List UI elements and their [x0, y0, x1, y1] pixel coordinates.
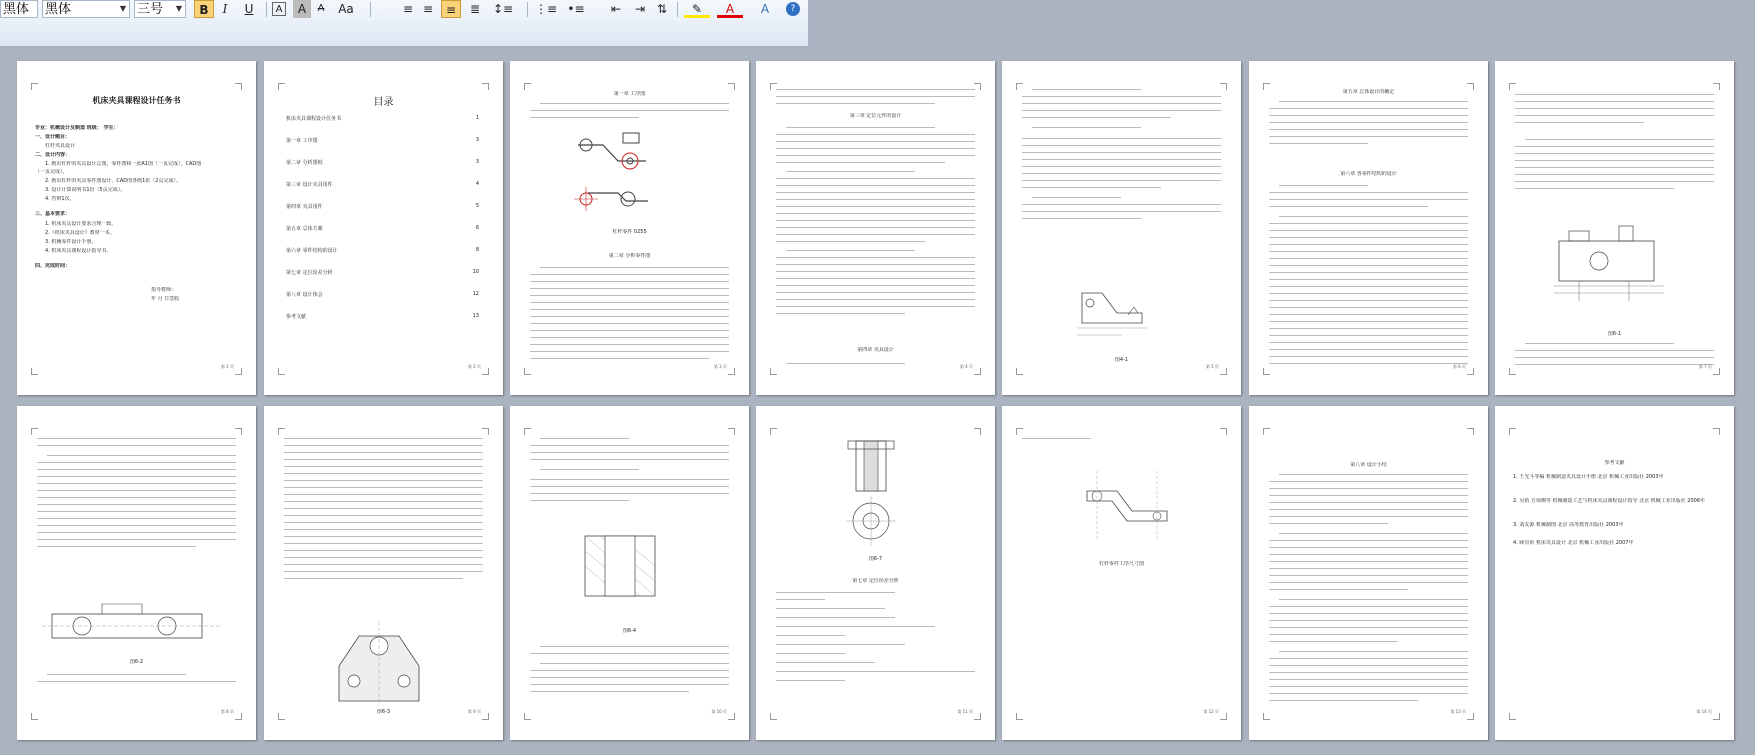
toc-entry[interactable]: 第八章 设计体会 12 [286, 291, 479, 298]
align-center-icon[interactable]: ≡ [422, 2, 434, 16]
chapter-heading: 第六章 各零件结构的设计 [1340, 171, 1397, 177]
page-number: 第 4 页 [959, 364, 973, 369]
figure-caption: 图6-4 [622, 628, 637, 634]
formatting-toolbar [0, 0, 809, 47]
figure-caption: 杠杆零件 0255 [612, 229, 647, 235]
align-left-icon[interactable]: ≡ [402, 2, 414, 16]
justify-icon[interactable]: ≣ [469, 2, 481, 16]
toc-entry[interactable]: 第五章 总体方案 6 [286, 225, 479, 232]
part-drawing-figure [568, 123, 668, 223]
page-number: 第 9 页 [467, 709, 481, 714]
chapter-heading: 第三章 定位元件的设计 [849, 113, 902, 119]
text-line: 专业：机械设计及制造 班级： 学生： [35, 125, 119, 131]
text-line: 2.《机床夹具设计》教材一本。 [45, 230, 115, 236]
bushing-figure [836, 436, 906, 546]
chapter-heading: 第二章 分析零件图 [608, 253, 651, 259]
pin-section-figure [580, 526, 660, 606]
text-line: 3. 设计计算说明书1份（5页完成）。 [45, 187, 126, 193]
char-shading-button[interactable]: A [293, 0, 311, 18]
toc-entry[interactable]: 第三章 设计夹具用件 4 [286, 181, 479, 188]
chapter-heading: 第五章 总体设计的确定 [1342, 89, 1395, 95]
document-page-12[interactable] [1002, 406, 1241, 740]
underline-button[interactable]: U [244, 2, 254, 16]
text-line: 三、基本要求： [35, 211, 71, 217]
chapter-heading: 参考文献 [1604, 460, 1625, 466]
highlight-icon[interactable]: ✎ [684, 0, 710, 18]
page-number: 第 8 页 [220, 709, 234, 714]
page-number: 第 7 页 [1698, 364, 1712, 369]
text-line: 1. 画出杠杆的夹具设计总图，零件图和一张A1图（一页完成），CAD图 [45, 161, 202, 167]
document-page-1[interactable] [17, 61, 256, 395]
text-effect-icon[interactable]: A [760, 2, 770, 16]
document-page-3[interactable] [510, 61, 749, 395]
page-number: 第 1 页 [220, 364, 234, 369]
figure-caption: 图6-2 [129, 659, 144, 665]
page-number: 第 2 页 [467, 364, 481, 369]
text-line: 2. 画出杠杆的夹具零件图设计，CAD图各画1张（2页完成）。 [45, 178, 181, 184]
document-page-6[interactable] [1249, 61, 1488, 395]
text-line: 4. 机床夹具课程设计指导书。 [45, 248, 112, 254]
font-size-select[interactable] [134, 0, 186, 18]
font-color-icon[interactable]: A [717, 0, 743, 18]
document-page-4[interactable] [756, 61, 995, 395]
document-page-14[interactable] [1495, 406, 1734, 740]
text-line: 杠杆夹具设计 [45, 143, 76, 149]
reference-item: 1. 王光斗等编 机械制造夹具设计手册 北京 机械工业出版社 2003年 [1513, 474, 1664, 480]
page-number: 第 10 页 [711, 709, 727, 714]
figure-caption: 图6-1 [1607, 331, 1622, 337]
chapter-heading: 第一章 工序图 [613, 91, 646, 97]
toc-entry[interactable]: 第一章 工序图 3 [286, 137, 479, 144]
decrease-indent-icon[interactable]: ⇤ [610, 2, 622, 16]
fixture-figure [1549, 221, 1674, 321]
change-case-button[interactable]: Aa [338, 2, 354, 16]
toc-entry[interactable]: 第六章 零件结构的设计 8 [286, 247, 479, 254]
bullet-list-icon[interactable]: •≡ [567, 2, 585, 16]
document-page-8[interactable] [17, 406, 256, 740]
font-family-select[interactable] [42, 0, 130, 18]
toc-entry[interactable]: 第二章 分析图纸 3 [286, 159, 479, 166]
page-number: 第 11 页 [957, 709, 973, 714]
italic-button[interactable]: I [222, 2, 228, 16]
document-page-7[interactable] [1495, 61, 1734, 395]
text-line: 一、设计题目： [35, 134, 71, 140]
text-line: 年 月 日签收 [151, 296, 180, 302]
font-size-value: 三号 [137, 2, 164, 17]
text-line: 二、设计内容： [35, 152, 71, 158]
line-spacing-icon[interactable]: ↕≡ [492, 2, 514, 16]
toc-entry[interactable]: 机床夹具课程设计任务书 1 [286, 115, 479, 122]
toolbar-separator [677, 2, 678, 17]
process-dimension-figure [1077, 466, 1177, 546]
bold-button[interactable]: B [194, 0, 214, 18]
document-page-2[interactable] [264, 61, 503, 395]
toc-entry[interactable]: 第四章 夹具用件 5 [286, 203, 479, 210]
text-line: 指导教师： [151, 287, 177, 293]
page-number: 第 14 页 [1696, 709, 1712, 714]
toc-entry[interactable]: 第七章 定位误差分析 10 [286, 269, 479, 276]
chapter-heading: 第七章 定位误差分析 [852, 578, 899, 584]
document-page-11[interactable] [756, 406, 995, 740]
page-number: 第 5 页 [1205, 364, 1219, 369]
align-right-icon[interactable]: ≡ [441, 0, 461, 18]
reference-item: 2. 吴拓 方琼珊等 机械制造工艺与机床夹具课程设计指导 北京 机械工业出版社 2006年 [1513, 498, 1706, 504]
text-line: 四、完成时间： [35, 263, 71, 269]
page-number: 第 6 页 [1452, 364, 1466, 369]
char-border-button[interactable]: A [272, 2, 286, 16]
increase-indent-icon[interactable]: ⇥ [634, 2, 646, 16]
reference-item: 4. 顾崇衔 机床夹具设计 北京 机械工业出版社 2007年 [1513, 540, 1634, 546]
figure-caption: 杠杆零件工序尺寸图 [1098, 561, 1144, 567]
document-page-10[interactable] [510, 406, 749, 740]
text-line: 1. 机床夹具设计要求合理一致。 [45, 221, 117, 227]
page-number: 第 12 页 [1203, 709, 1219, 714]
toc-entry[interactable]: 参考文献 13 [286, 313, 479, 320]
clamp-plate-figure [324, 616, 434, 706]
figure-caption: 图4-1 [1114, 357, 1129, 363]
numbered-list-icon[interactable]: ⋮≡ [534, 2, 558, 16]
chapter-heading: 第八章 设计小结 [1350, 462, 1387, 468]
page-number: 第 13 页 [1450, 709, 1466, 714]
figure-caption: 图6-3 [376, 709, 391, 715]
page-number: 第 3 页 [713, 364, 727, 369]
font-name-value: 黑体 [3, 2, 30, 17]
text-line: 4. 答辩1次。 [45, 196, 75, 202]
part-section-figure [42, 596, 222, 656]
fixture-figure [1072, 273, 1152, 343]
page-title: 目录 [373, 97, 394, 108]
document-page-9[interactable] [264, 406, 503, 740]
text-line: （一页完成）。 [35, 169, 68, 175]
font-name-select[interactable] [0, 0, 38, 18]
font-family-value: 黑体 [45, 2, 72, 17]
text-line: 3. 机械零件设计手册。 [45, 239, 97, 245]
chapter-heading: 第四章 夹具设计 [857, 347, 894, 353]
toolbar-separator [266, 2, 267, 17]
chevron-down-icon: ▼ [119, 4, 127, 13]
chevron-down-icon: ▼ [175, 4, 183, 13]
document-page-13[interactable] [1249, 406, 1488, 740]
toolbar-separator [527, 2, 528, 17]
help-icon[interactable]: ? [786, 2, 800, 16]
sort-icon[interactable]: ⇅ [656, 2, 668, 16]
figure-caption: 图6-7 [868, 556, 883, 562]
page-title: 机床夹具课程设计任务书 [92, 96, 181, 105]
toolbar-separator [370, 2, 371, 17]
reference-item: 3. 刘友源 机械制图 北京 高等教育出版社 2003年 [1513, 522, 1624, 528]
document-page-5[interactable] [1002, 61, 1241, 395]
strikethrough-icon[interactable]: A [317, 3, 325, 14]
